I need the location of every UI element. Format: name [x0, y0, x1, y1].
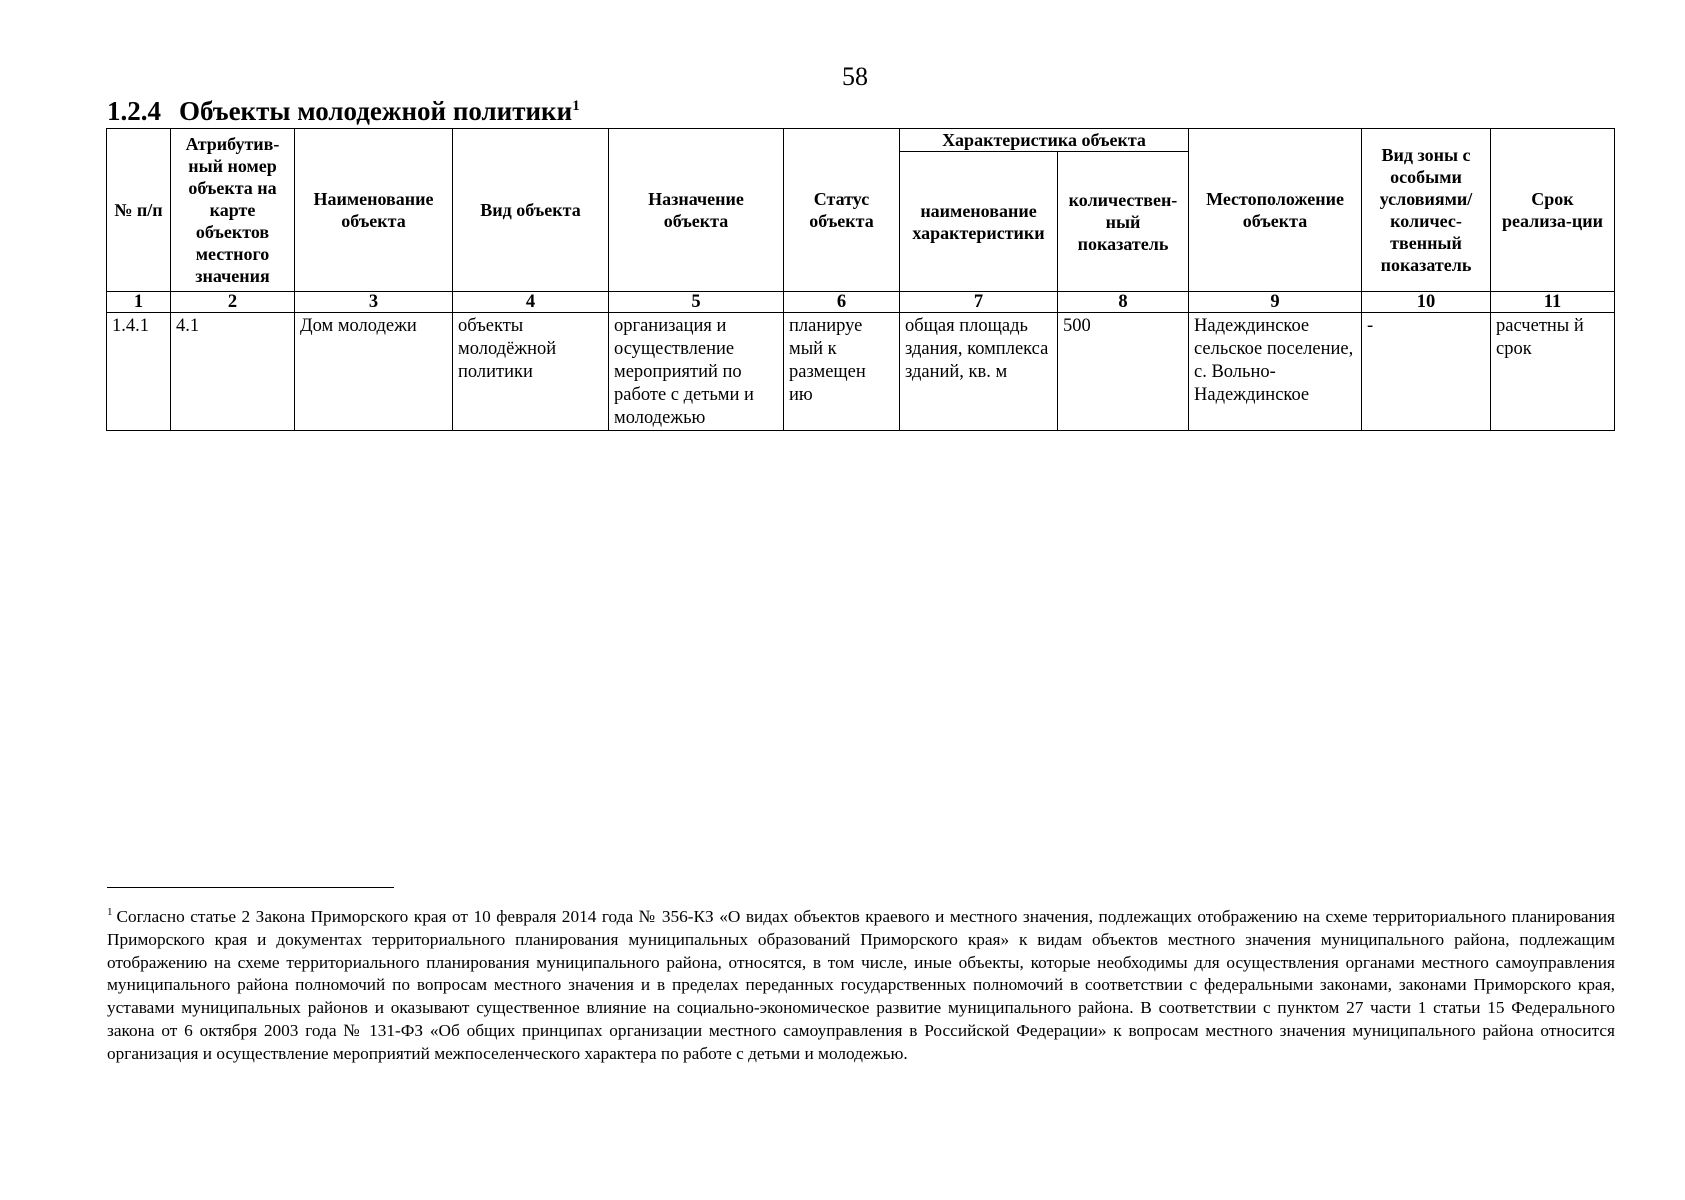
cell-characteristic-value: 500 [1058, 313, 1189, 431]
header-attr-number: Атрибутив-ный номер объекта на карте объектов местного значения [171, 129, 295, 292]
cell-location: Надеждинское сельское поселение, с. Вольно-Надеждинское [1189, 313, 1362, 431]
footnote-text: Согласно статье 2 Закона Приморского края от 10 февраля 2014 года № 356-КЗ «О видах объектов краевого и местного значения, подлежащих отображению на схеме территориального планирования Приморского края и документах территориального планирования муниципальных образований Приморского края» к видам объектов местного значения муниципального района, подлежащим отображению на схеме территориального планирования муниципального района, относятся, в том числе, иные объекты, которые необходимы для осуществления органами местного самоуправления муниципального района полномочий по вопросам местного значения и в пределах переданных государственных полномочий в соответствии с федеральными законами, законами Приморского края, уставами муниципальных районов и оказывают существенное влияние на социально-экономическое развитие муниципального района. В соответствии с пунктом 27 части 1 статьи 15 Федерального закона от 6 октября 2003 года № 131-ФЗ «Об общих принципах организации местного самоуправления в Российской Федерации» к вопросам местного значения муниципального района относится организация и осуществление мероприятий межпоселенческого характера по работе с детьми и молодежью. [107, 907, 1615, 1063]
header-num: № п/п [107, 129, 171, 292]
column-number: 6 [784, 292, 900, 313]
column-number: 5 [609, 292, 784, 313]
section-title [107, 96, 580, 127]
column-number: 10 [1362, 292, 1491, 313]
header-characteristic-group: Характеристика объекта [900, 129, 1189, 152]
column-number: 4 [453, 292, 609, 313]
column-number: 8 [1058, 292, 1189, 313]
table-row [107, 313, 1615, 431]
footnote [107, 906, 1615, 1066]
cell-zone: - [1362, 313, 1491, 431]
column-number: 3 [295, 292, 453, 313]
column-number: 7 [900, 292, 1058, 313]
header-location: Местоположение объекта [1189, 129, 1362, 292]
header-object-name: Наименование объекта [295, 129, 453, 292]
column-number: 1 [107, 292, 171, 313]
column-number-row [107, 292, 1615, 313]
footnote-divider [107, 887, 394, 888]
cell-num: 1.4.1 [107, 313, 171, 431]
header-zone: Вид зоны с особыми условиями/ количес-твенный показатель [1362, 129, 1491, 292]
header-row-top [107, 129, 1615, 152]
cell-characteristic-name: общая площадь здания, комплекса зданий, кв. м [900, 313, 1058, 431]
header-object-status: Статус объекта [784, 129, 900, 292]
footnote-reference[interactable]: 1 [572, 98, 580, 114]
page-number: 58 [842, 62, 868, 91]
header-term: Срок реализа-ции [1491, 129, 1615, 292]
header-object-purpose: Назначение объекта [609, 129, 784, 292]
header-characteristic-name: наименование характеристики [900, 152, 1058, 292]
column-number: 11 [1491, 292, 1615, 313]
column-number: 2 [171, 292, 295, 313]
cell-term: расчетны й срок [1491, 313, 1615, 431]
objects-table [106, 128, 1615, 431]
section-title-text: Объекты молодежной политики [179, 96, 573, 126]
section-number: 1.2.4 [107, 96, 161, 126]
column-number: 9 [1189, 292, 1362, 313]
footnote-mark: 1 [107, 906, 113, 919]
cell-attr-number: 4.1 [171, 313, 295, 431]
cell-object-name: Дом молодежи [295, 313, 453, 431]
cell-object-purpose: организация и осуществление мероприятий по работе с детьми и молодежью [609, 313, 784, 431]
header-characteristic-value: количествен-ный показатель [1058, 152, 1189, 292]
cell-object-status: планируе мый к размещен ию [784, 313, 900, 431]
header-object-type: Вид объекта [453, 129, 609, 292]
cell-object-type: объекты молодёжной политики [453, 313, 609, 431]
